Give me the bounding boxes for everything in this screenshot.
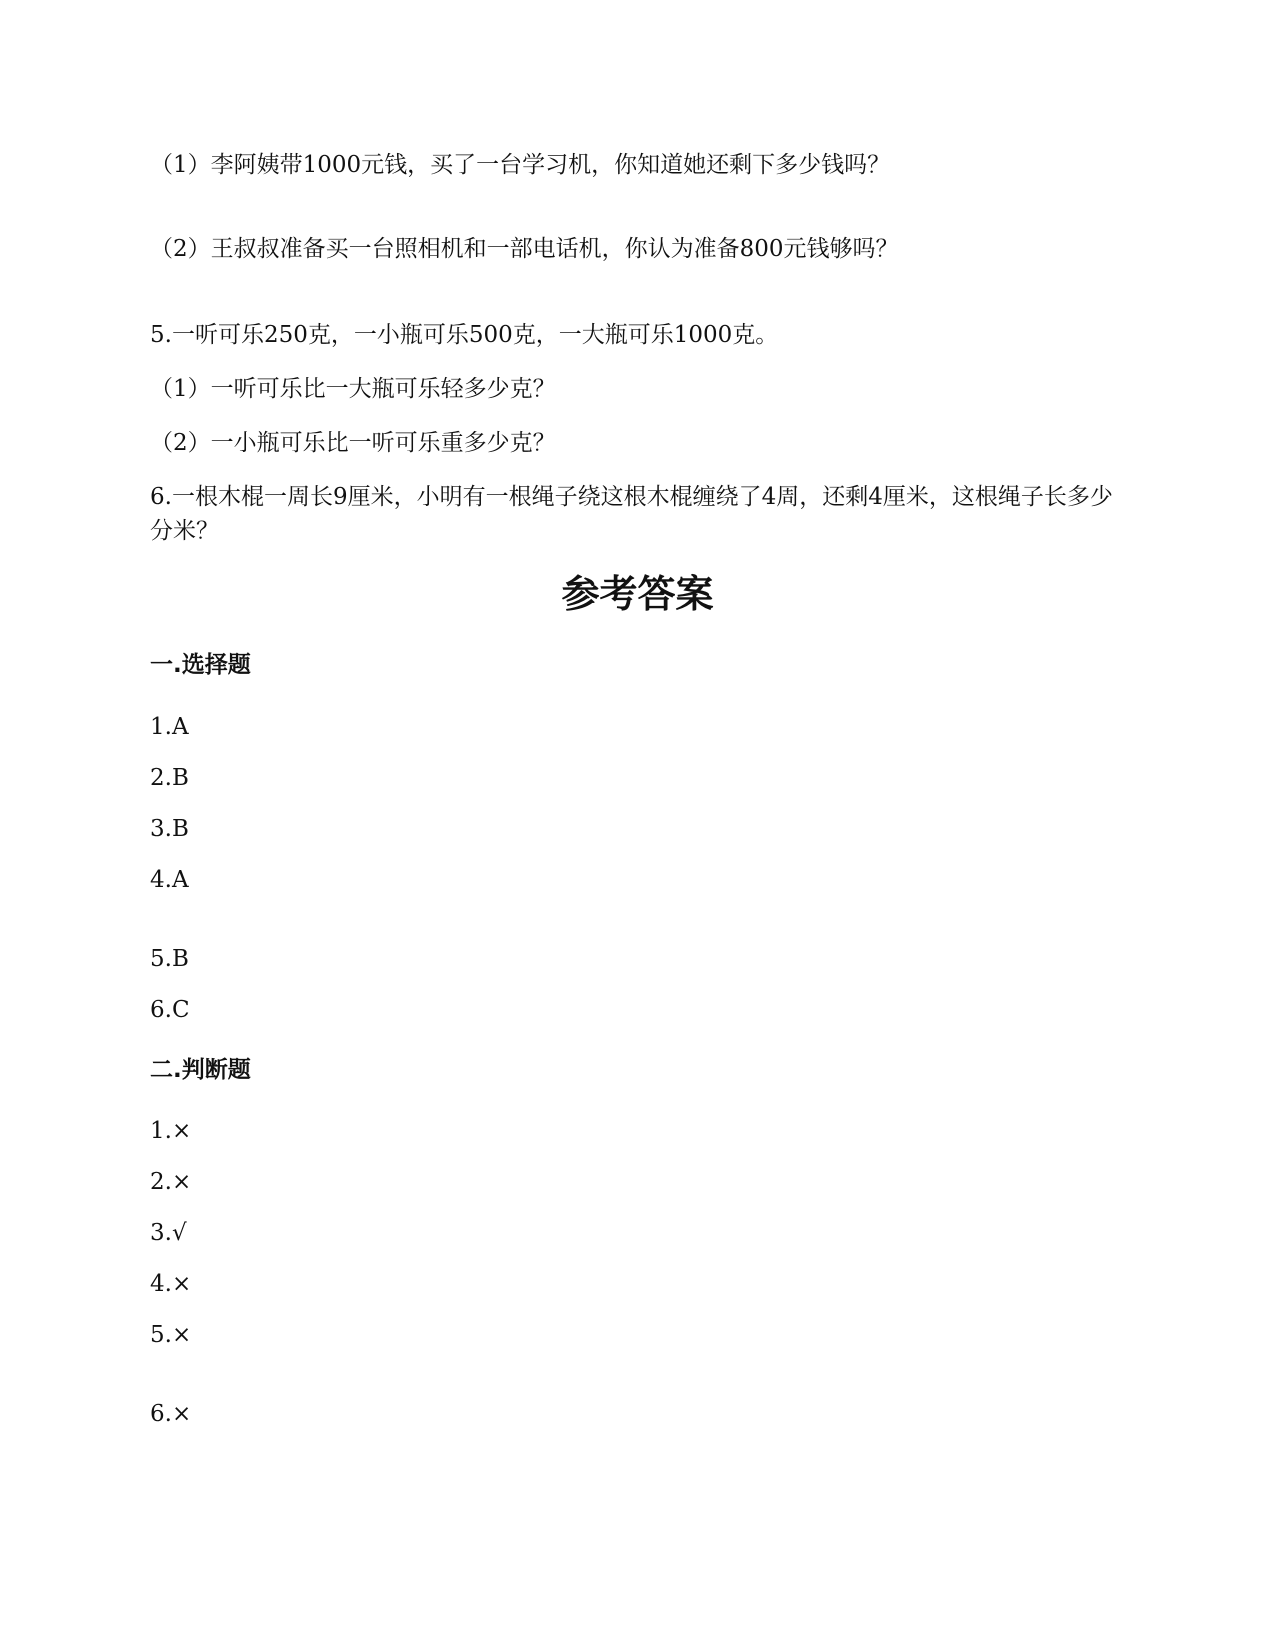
choice-answer-5: 5.B (150, 946, 189, 972)
judgement-answer-6: 6.× (150, 1401, 192, 1427)
answer-key-title: 参考答案 (561, 572, 714, 616)
choice-answer-1: 1.A (150, 714, 189, 740)
question-4-part-1: （1）李阿姨带1000元钱，买了一台学习机，你知道她还剩下多少钱吗？ (150, 152, 891, 178)
choice-answer-2: 2.B (150, 765, 189, 791)
judgement-answer-3: 3.√ (150, 1220, 187, 1246)
section-judgement-heading: 二.判断题 (150, 1057, 251, 1083)
section-choice-heading: 一.选择题 (150, 652, 251, 678)
question-6-stem: 6.一根木棍一周长9厘米，小明有一根绳子绕这根木棍缠绕了4周，还剩4厘米，这根绳子长多少分米？ (150, 484, 1113, 544)
judgement-answer-4: 4.× (150, 1271, 192, 1297)
choice-answer-6: 6.C (150, 997, 190, 1023)
question-4-part-2: （2）王叔叔准备买一台照相机和一部电话机，你认为准备800元钱够吗？ (150, 236, 899, 262)
choice-answer-4: 4.A (150, 867, 189, 893)
question-5-part-2: （2）一小瓶可乐比一听可乐重多少克？ (150, 430, 556, 456)
judgement-answer-1: 1.× (150, 1118, 192, 1144)
choice-answer-3: 3.B (150, 816, 189, 842)
question-5-part-1: （1）一听可乐比一大瓶可乐轻多少克？ (150, 376, 556, 402)
question-5-stem: 5.一听可乐250克，一小瓶可乐500克，一大瓶可乐1000克。 (150, 322, 779, 348)
judgement-answer-5: 5.× (150, 1322, 192, 1348)
judgement-answer-2: 2.× (150, 1169, 192, 1195)
